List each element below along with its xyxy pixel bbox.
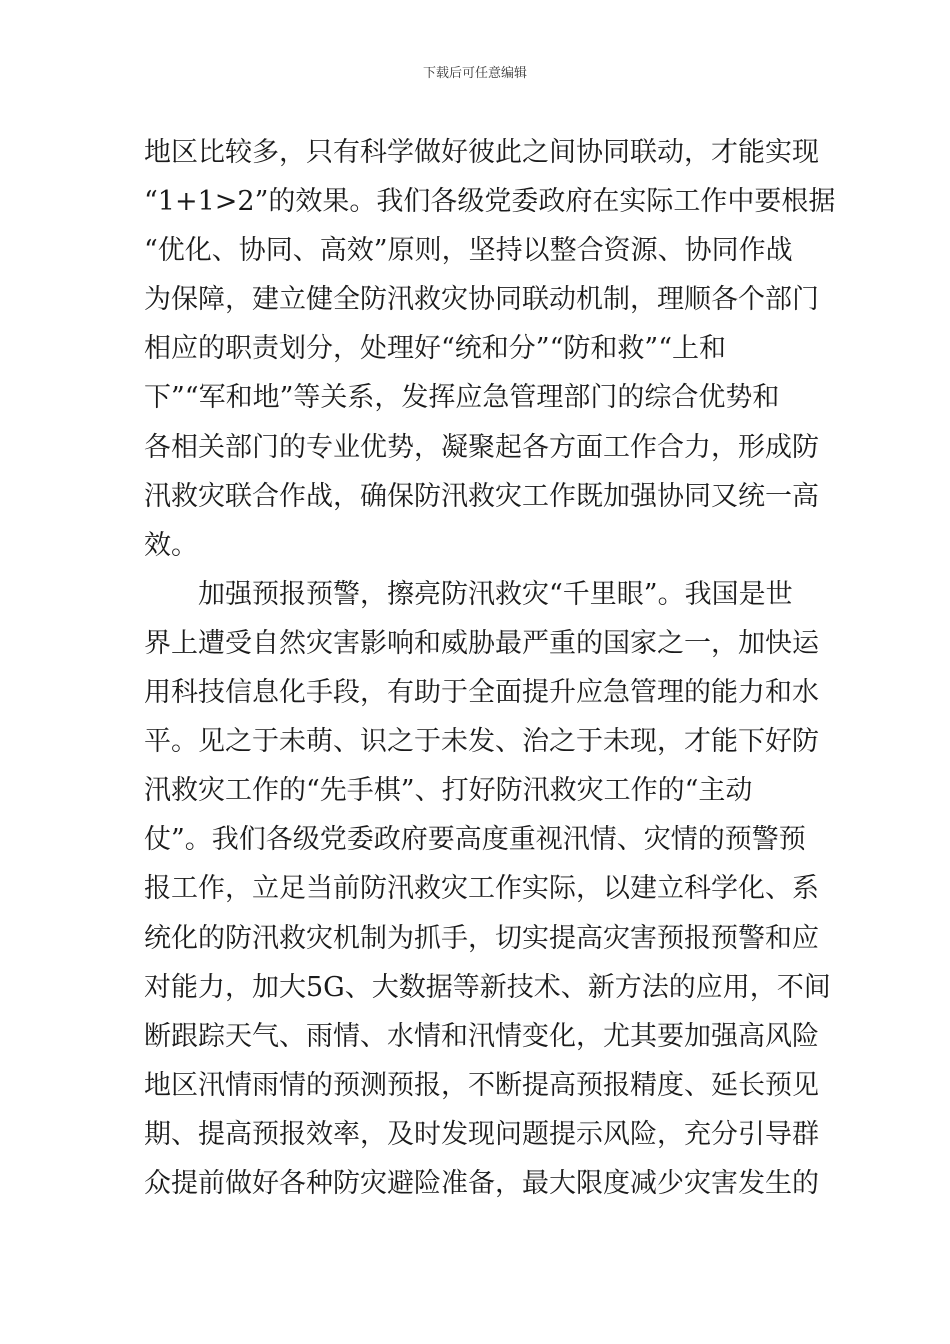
text-line: 用科技信息化手段，有助于全面提升应急管理的能力和水	[144, 677, 819, 709]
text-line: 地区汛情雨情的预测预报，不断提高预报精度、延长预见	[144, 1069, 819, 1101]
paragraph-1	[144, 128, 836, 570]
text-line: 相应的职责划分，处理好“统和分”“防和救”“上和	[144, 333, 727, 365]
text-line: 平。见之于未萌、识之于未发、治之于未现，才能下好防	[144, 726, 819, 758]
text-line: 界上遭受自然灾害影响和威胁最严重的国家之一，加快运	[144, 627, 819, 659]
text-line: 仗”。我们各级党委政府要高度重视汛情、灾情的预警预	[144, 824, 806, 856]
page-header: 下载后可任意编辑	[422, 66, 527, 81]
text-line: 地区比较多，只有科学做好彼此之间协同联动，才能实现	[144, 137, 819, 168]
text-line: 效。	[144, 529, 198, 561]
text-line: 对能力，加大5G、大数据等新技术、新方法的应用，不间	[144, 971, 831, 1003]
text-line: 为保障，建立健全防汛救灾协同联动机制，理顺各个部门	[144, 284, 819, 316]
text-line: 下”“军和地”等关系，发挥应急管理部门的综合优势和	[144, 382, 780, 414]
text-line: 众提前做好各种防灾避险准备，最大限度减少灾害发生的	[144, 1167, 819, 1199]
text-line: 汛救灾工作的“先手棋”、打好防汛救灾工作的“主动	[144, 775, 753, 807]
text-line-first: 加强预报预警，擦亮防汛救灾“千里眼”。我国是世	[198, 578, 793, 610]
text-line: 期、提高预报效率，及时发现问题提示风险，充分引导群	[144, 1118, 819, 1150]
text-line: 汛救灾联合作战，确保防汛救灾工作既加强协同又统一高	[144, 480, 819, 512]
text-line: 报工作，立足当前防汛救灾工作实际，以建立科学化、系	[144, 873, 819, 905]
text-line: “1+1>2”的效果。我们各级党委政府在实际工作中要根据	[144, 186, 836, 218]
document-body	[144, 128, 836, 1208]
text-line: 各相关部门的专业优势，凝聚起各方面工作合力，形成防	[144, 431, 819, 463]
text-line: 断跟踪天气、雨情、水情和汛情变化，尤其要加强高风险	[144, 1020, 819, 1052]
text-line: 统化的防汛救灾机制为抓手，切实提高灾害预报预警和应	[144, 922, 819, 954]
paragraph-2	[144, 570, 831, 1208]
text-line: “优化、协同、高效”原则，坚持以整合资源、协同作战	[144, 235, 793, 267]
